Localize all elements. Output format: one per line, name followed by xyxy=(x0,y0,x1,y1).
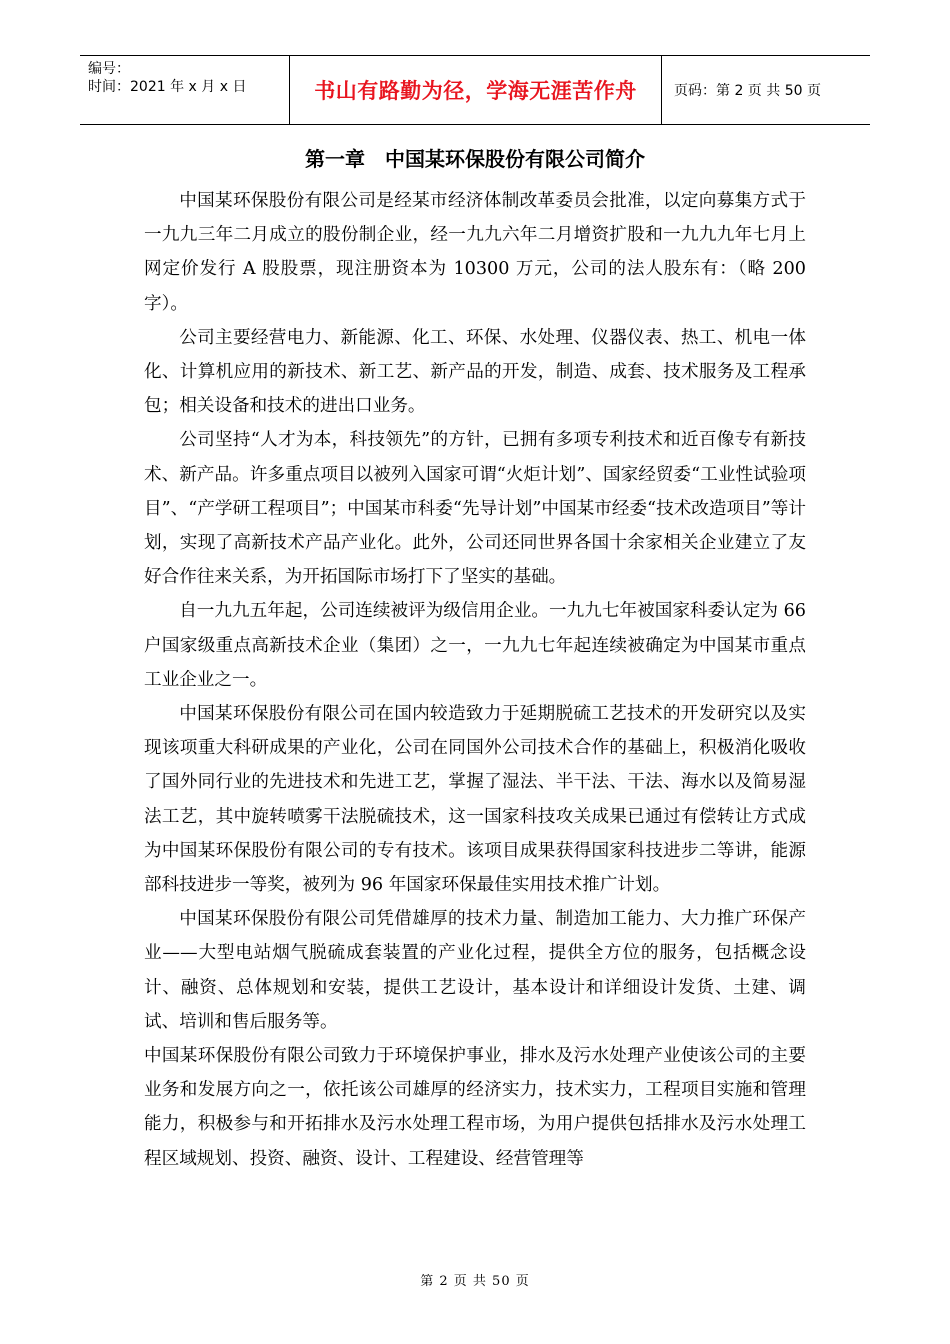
paragraph: 中国某环保股份有限公司凭借雄厚的技术力量、制造加工能力、大力推广环保产业——大型电站烟气脱硫成套装置的产业化过程，提供全方位的服务，包括概念设计、融资、总体规划和安装，提供工艺设计，基本设计和详细设计发货、土建、调试、培训和售后服务等。 xyxy=(144,909,806,1032)
paragraph: 自一九九五年起，公司连续被评为级信用企业。一九九七年被国家科委认定为 66 户国家级重点高新技术企业（集团）之一，一九九七年起连续被确定为中国某市重点工业企业之一。 xyxy=(144,601,806,690)
paragraph: 公司坚持“人才为本，科技领先”的方针，已拥有多项专利技术和近百像专有新技术、新产品。许多重点项目以被列入国家可谓“火炬计划”、国家经贸委“工业性试验项目”、“产学研工程项目”；中国某市科委“先导计划”中国某市经委“技术改造项目”等计划，实现了高新技术产品产业化。此外，公司还同世界各国十余家相关企业建立了友好合作往来关系，为开拓国际市场打下了坚实的基础。 xyxy=(144,430,806,588)
header-motto: 书山有路勤为径，学海无涯苦作舟 xyxy=(290,56,662,125)
paragraph: 中国某环保股份有限公司致力于环境保护事业，排水及污水处理产业使该公司的主要业务和发展方向之一，依托该公司雄厚的经济实力，技术实力，工程项目实施和管理能力，积极参与和开拓排水及污水处理工程市场，为用户提供包括排水及污水处理工程区域规划、投资、融资、设计、工程建设、经营管理等 xyxy=(144,1046,806,1169)
header-meta-cell xyxy=(80,56,290,125)
page-header xyxy=(80,55,870,125)
paragraph: 中国某环保股份有限公司在国内较造致力于延期脱硫工艺技术的开发研究以及实现该项重大科研成果的产业化，公司在同国外公司技术合作的基础上，积极消化吸收了国外同行业的先进技术和先进工艺，掌握了湿法、半干法、干法、海水以及简易湿法工艺，其中旋转喷雾干法脱硫技术，这一国家科技攻关成果已通过有偿转让方式成为中国某环保股份有限公司的专有技术。该项目成果获得国家科技进步二等讲，能源部科技进步一等奖，被列为 96 年国家环保最佳实用技术推广计划。 xyxy=(144,704,806,896)
document-time-label: 时间：2021 年 x 月 x 日 xyxy=(88,79,247,95)
paragraph: 中国某环保股份有限公司是经某市经济体制改革委员会批准，以定向募集方式于一九九三年二月成立的股份制企业，经一九九六年二月增资扩股和一九九九年七月上网定价发行 A 股股票，现注册资本为 10300 万元，公司的法人股东有：（略 200 字）。 xyxy=(144,191,806,314)
header-page-info: 页码：第 2 页 共 50 页 xyxy=(662,56,871,125)
chapter-title: 第一章 中国某环保股份有限公司简介 xyxy=(305,147,645,171)
document-body xyxy=(144,184,806,1176)
document-number-label: 编号： xyxy=(88,61,130,77)
page-footer: 第 2 页 共 50 页 xyxy=(420,1274,530,1289)
paragraph: 公司主要经营电力、新能源、化工、环保、水处理、仪器仪表、热工、机电一体化、计算机应用的新技术、新工艺、新产品的开发，制造、成套、技术服务及工程承包；相关设备和技术的进出口业务。 xyxy=(144,327,806,417)
